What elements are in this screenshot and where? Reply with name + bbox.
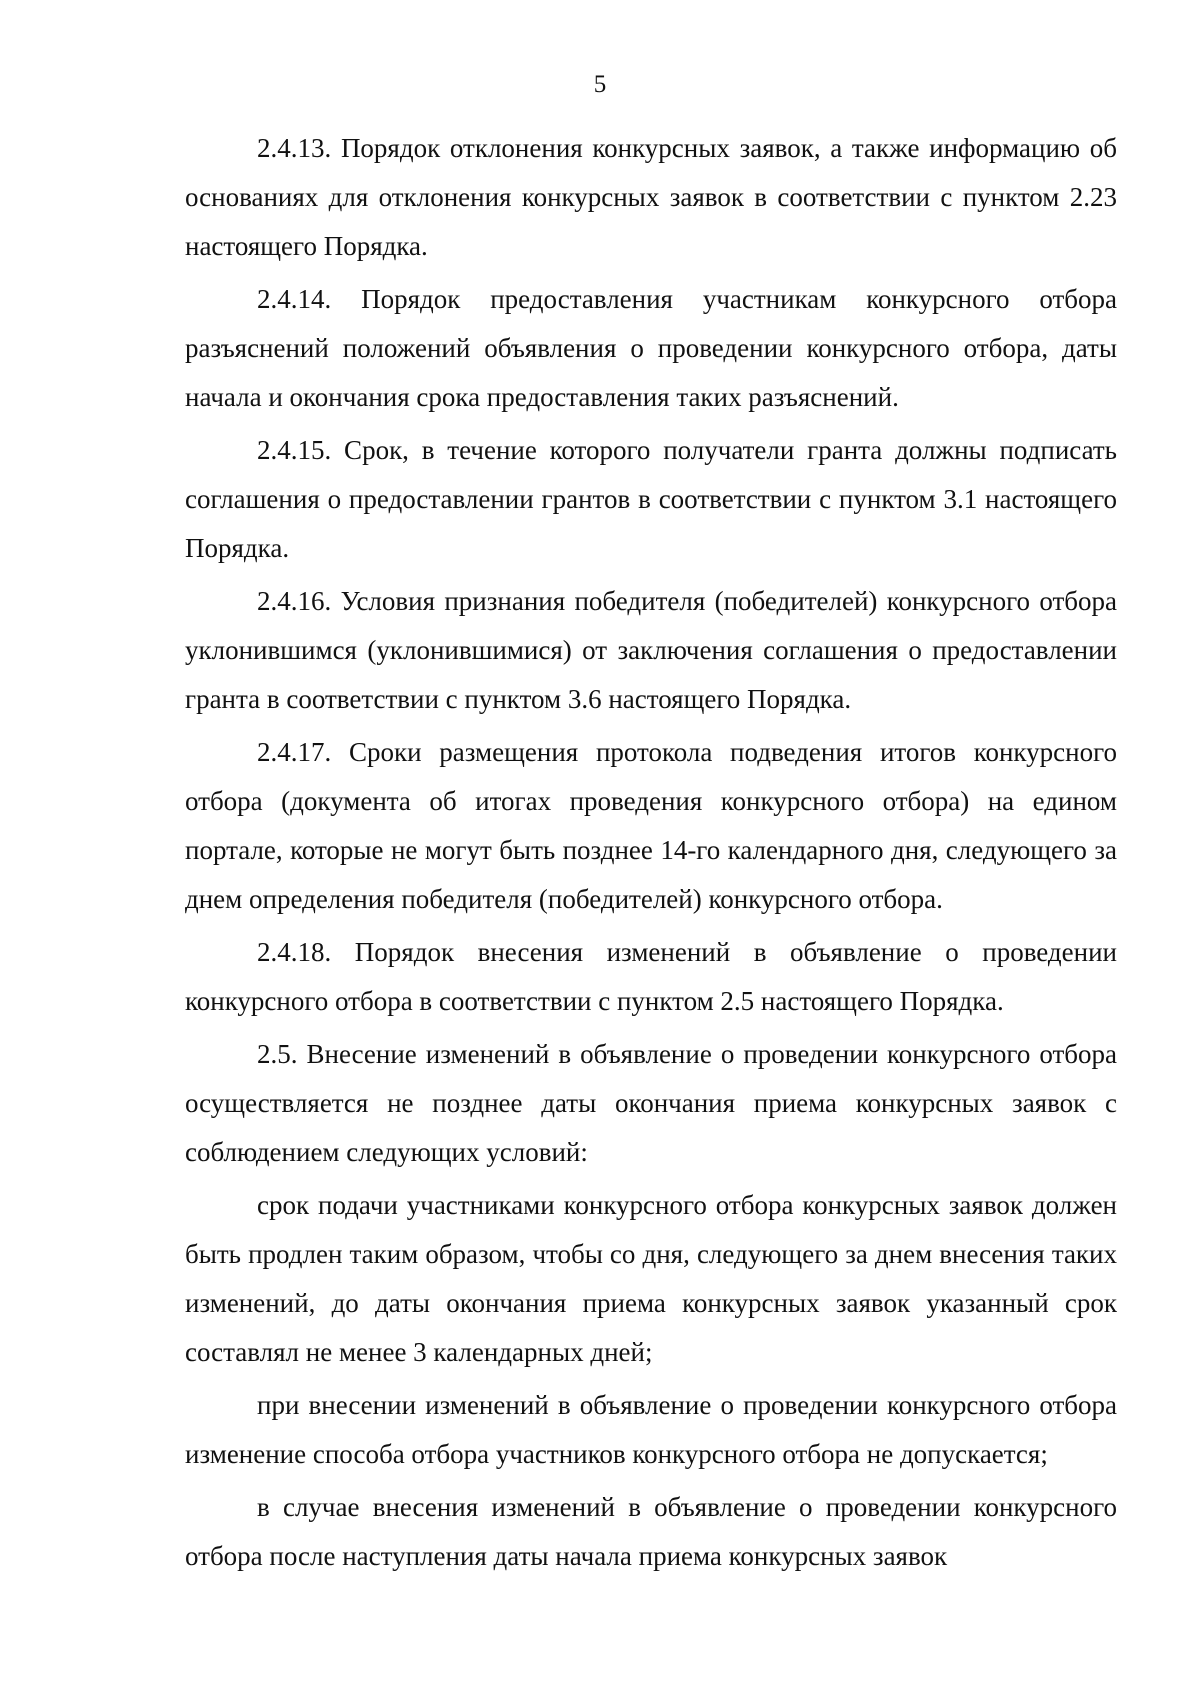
paragraph-condition-after-start: в случае внесения изменений в объявление о проведении конкурсного отбора после наступления даты начала приема конкурсных заявок [185, 1492, 1117, 1571]
paragraph-2-4-17: 2.4.17. Сроки размещения протокола подведения итогов конкурсного отбора (документа об итогах проведения конкурсного отбора) на едином портале, которые не могут быть позднее 14-го календарного дня, следующего за днем определения победителя (победителей) конкурсного отбора. [185, 737, 1117, 914]
page-number: 5 [593, 71, 607, 98]
paragraph-2-4-14: 2.4.14. Порядок предоставления участникам конкурсного отбора разъяснений положений объявления о проведении конкурсного отбора, даты начала и окончания срока предоставления таких разъяснений. [185, 284, 1117, 412]
paragraph-condition-deadline: срок подачи участниками конкурсного отбора конкурсных заявок должен быть продлен таким образом, чтобы со дня, следующего за днем внесения таких изменений, до даты окончания приема конкурсных заявок указанный срок составлял не менее 3 календарных дней; [185, 1190, 1117, 1367]
paragraph-2-4-16: 2.4.16. Условия признания победителя (победителей) конкурсного отбора уклонившимся (уклонившимися) от заключения соглашения о предоставлении гранта в соответствии с пунктом 3.6 настоящего Порядка. [185, 586, 1117, 714]
paragraph-2-4-15: 2.4.15. Срок, в течение которого получатели гранта должны подписать соглашения о предоставлении грантов в соответствии с пунктом 3.1 настоящего Порядка. [185, 435, 1117, 563]
paragraph-2-5: 2.5. Внесение изменений в объявление о проведении конкурсного отбора осуществляется не позднее даты окончания приема конкурсных заявок с соблюдением следующих условий: [185, 1039, 1117, 1167]
paragraph-2-4-18: 2.4.18. Порядок внесения изменений в объявление о проведении конкурсного отбора в соответствии с пунктом 2.5 настоящего Порядка. [185, 937, 1117, 1016]
paragraph-2-4-13: 2.4.13. Порядок отклонения конкурсных заявок, а также информацию об основаниях для отклонения конкурсных заявок в соответствии с пунктом 2.23 настоящего Порядка. [185, 133, 1117, 261]
document-body [185, 124, 1117, 1585]
paragraph-condition-method: при внесении изменений в объявление о проведении конкурсного отбора изменение способа отбора участников конкурсного отбора не допускается; [185, 1390, 1117, 1469]
